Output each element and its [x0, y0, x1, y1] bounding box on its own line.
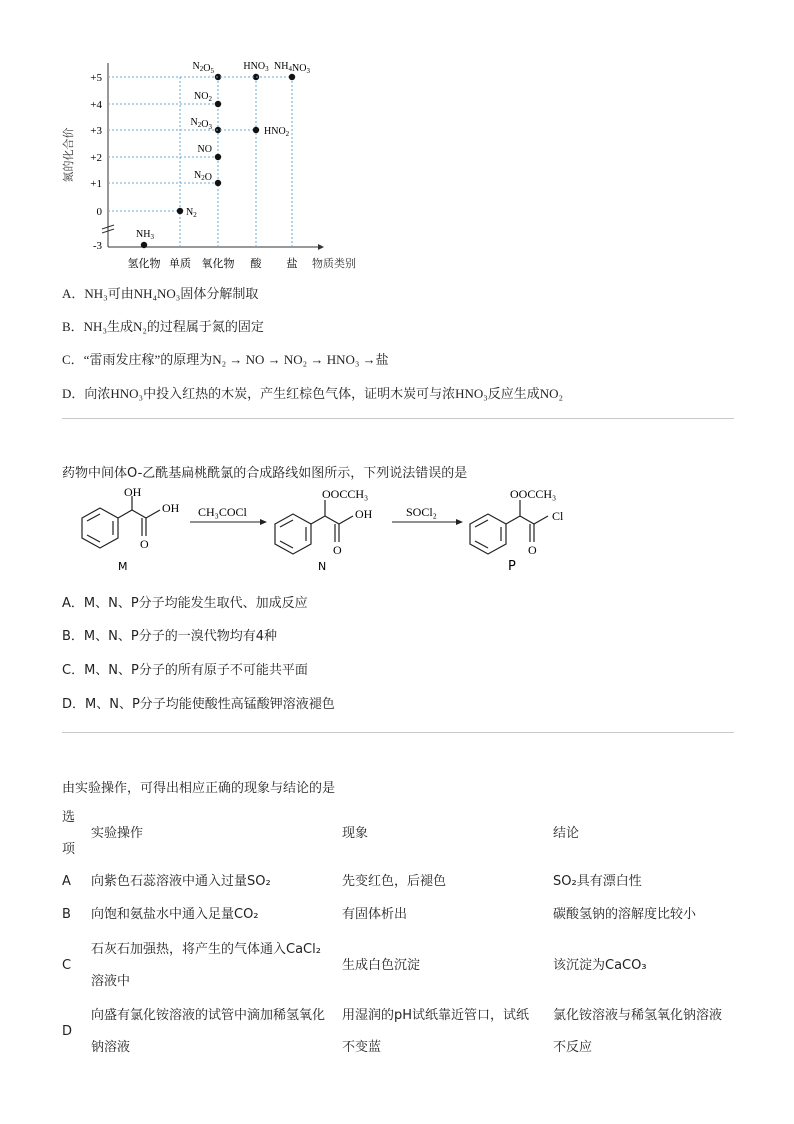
arrow-head: [260, 519, 267, 525]
point-label: $NH_4NO_3$: [274, 61, 310, 75]
q2-option-c[interactable]: C．M、N、P分子的所有原子不可能共平面: [62, 663, 308, 678]
row-phenomenon: 用湿润的pH试纸靠近管口，试纸: [342, 1008, 530, 1023]
point-label: NO: [197, 144, 212, 155]
arrow-head: [456, 519, 463, 525]
q2-option-d[interactable]: D．M、N、P分子均能使酸性高锰酸钾溶液褪色: [62, 697, 335, 712]
n-o: O: [333, 543, 342, 557]
y-tick-label: +5: [90, 72, 102, 84]
point-label: $HNO_2$: [264, 126, 290, 138]
y-tick-label: -3: [92, 240, 102, 252]
m-label: M: [118, 560, 128, 573]
synthesis-scheme: [60, 484, 600, 576]
row-operation: 向饱和氨盐水中通入足量CO₂: [91, 907, 259, 922]
header-phenomenon: 现象: [342, 826, 369, 841]
q1-option-a[interactable]: A．NH₃可由NH₄NO₃固体分解制取: [62, 286, 259, 301]
header-option: 项: [62, 842, 76, 857]
m-o: O: [140, 537, 149, 551]
y-tick-label: 0: [96, 206, 102, 218]
divider: [62, 732, 734, 733]
x-category-label: 酸: [250, 257, 262, 270]
row-phenomenon: 不变蓝: [342, 1040, 382, 1055]
point-label: $N_2$: [186, 207, 197, 219]
data-point: [215, 180, 221, 186]
row-conclusion: SO₂具有漂白性: [553, 874, 642, 889]
y-tick-label: +2: [90, 152, 102, 164]
row-operation: 石灰石加强热，将产生的气体通入CaCl₂: [91, 942, 321, 957]
point-label: $N_2O_5$: [192, 61, 214, 75]
row-phenomenon: 生成白色沉淀: [342, 958, 421, 973]
data-point: [177, 208, 183, 214]
p-label: P: [508, 559, 516, 574]
data-point: [289, 74, 295, 80]
n-label: N: [318, 560, 327, 573]
p-ester: OOCCH₃: [510, 487, 557, 501]
divider: [62, 418, 734, 419]
p-o: O: [528, 543, 537, 557]
y-axis-label: 氮的化合价: [62, 127, 75, 183]
row-operation: 向盛有氯化铵溶液的试管中滴加稀氢氧化: [91, 1008, 326, 1023]
point-label: $HNO_3$: [243, 61, 269, 73]
x-axis-label: 物质类别: [312, 257, 356, 270]
data-point: [215, 154, 221, 160]
q3-stem: 由实验操作，可得出相应正确的现象与结论的是: [62, 781, 336, 796]
row-conclusion: 不反应: [553, 1040, 593, 1055]
point-label: $NO_2$: [194, 91, 212, 103]
data-point: [141, 242, 147, 248]
x-category-label: 氧化物: [201, 257, 235, 270]
data-point: [215, 101, 221, 107]
q2-stem: 药物中间体O-乙酰基扁桃酰氯的合成路线如图所示，下列说法错误的是: [62, 466, 468, 481]
valence-category-chart: [60, 55, 380, 275]
header-conclusion: 结论: [553, 826, 580, 841]
m-oh-right: OH: [162, 501, 180, 515]
row-phenomenon: 先变红色，后褪色: [342, 874, 447, 889]
row-operation: 溶液中: [91, 974, 131, 989]
x-axis-arrow: [318, 244, 324, 250]
header-option: 选: [62, 810, 76, 825]
q2-option-a[interactable]: A．M、N、P分子均能发生取代、加成反应: [62, 596, 308, 611]
point-label: $N_2O_3$: [190, 117, 212, 131]
n-oh: OH: [355, 507, 373, 521]
row-phenomenon: 有固体析出: [342, 907, 408, 922]
row-key: A: [62, 874, 71, 889]
x-category-label: 氢化物: [127, 257, 161, 270]
q2-option-b[interactable]: B．M、N、P分子的一溴代物均有4种: [62, 629, 277, 644]
row-operation: 钠溶液: [91, 1040, 131, 1055]
row-conclusion: 氯化铵溶液与稀氢氧化钠溶液: [553, 1008, 723, 1023]
y-tick-label: +4: [90, 99, 102, 111]
row-key: C: [62, 958, 72, 973]
data-point: [253, 127, 259, 133]
header-operation: 实验操作: [91, 826, 144, 841]
m-oh-top: OH: [124, 485, 142, 499]
x-category-label: 盐: [286, 257, 298, 270]
reagent-1: CH₃COCl: [198, 505, 247, 519]
y-tick-label: +1: [90, 178, 102, 190]
x-category-label: 单质: [169, 257, 191, 270]
q1-option-b[interactable]: B．NH₃生成N₂的过程属于氮的固定: [62, 319, 264, 334]
y-tick-label: +3: [90, 125, 102, 137]
point-label: $N_2O$: [194, 170, 212, 183]
row-operation: 向紫色石蕊溶液中通入过量SO₂: [91, 874, 271, 889]
q1-option-c[interactable]: C．“雷雨发庄稼”的原理为N₂ → NO → NO₂ → HNO₃ →盐: [62, 352, 389, 367]
row-conclusion: 该沉淀为CaCO₃: [553, 958, 647, 973]
row-key: B: [62, 907, 71, 922]
n-ester: OOCCH₃: [322, 487, 369, 501]
point-label: $NH_3$: [136, 229, 154, 241]
p-cl: Cl: [552, 509, 564, 523]
q1-option-d[interactable]: D．向浓HNO₃中投入红热的木炭，产生红棕色气体，证明木炭可与浓HNO₃反应生成NO₂: [62, 386, 564, 401]
reagent-2: SOCl₂: [406, 505, 437, 519]
row-conclusion: 碳酸氢钠的溶解度比较小: [553, 907, 697, 922]
row-key: D: [62, 1024, 73, 1039]
